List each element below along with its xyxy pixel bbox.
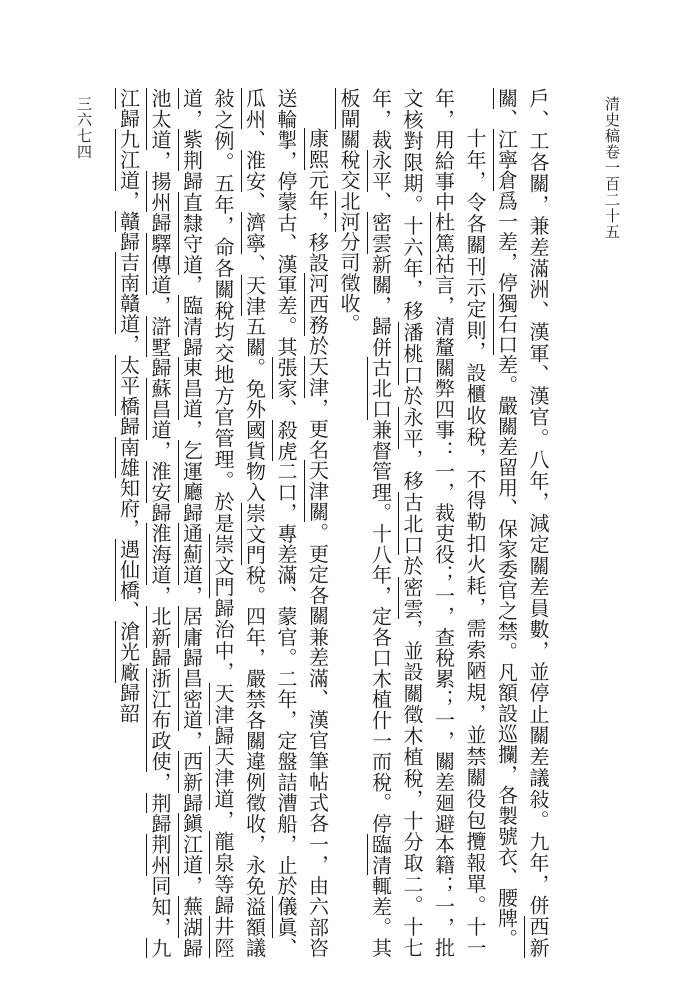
text-run: 歸 [179, 937, 204, 959]
running-head: 清史稿卷一百二十五 [603, 96, 621, 240]
text-run: ， [179, 419, 204, 441]
proper-noun-mark: 潘桃口 [400, 321, 424, 386]
proper-noun-mark: 直隸守道 [179, 191, 204, 275]
proper-noun-mark: 蘇昌道 [148, 378, 172, 441]
text-run: ，更名 [305, 397, 330, 461]
text-run: 戶、工各關，兼差滿洲、漢軍、漢官。八年，減定關差員數，並停止關差議敍。九年，併 [526, 88, 550, 917]
proper-noun-mark: 密雲 [368, 212, 393, 254]
text-run: 歸 [211, 725, 235, 747]
text-run: ， [148, 295, 172, 316]
proper-noun-mark: 淮安 [242, 150, 267, 192]
text-run: 歸 [148, 502, 172, 524]
text-run: 言，清釐關弊四事：一，裁吏役；一，查稅累；一，關差廻避本籍；一，批文核對限期。十六年，移 [400, 88, 456, 959]
text-run: 兼督管理。十八年，定各口木植什一而稅。停 [368, 419, 393, 834]
text-run: 於 [305, 335, 330, 357]
proper-noun-mark: 儀眞 [274, 896, 298, 938]
text-run: 、 [274, 937, 298, 959]
paragraph [112, 88, 333, 958]
text-run: 知府， [116, 477, 141, 539]
proper-noun-mark: 崇文門 [211, 534, 235, 598]
proper-noun-mark: 康熙 [305, 128, 330, 170]
proper-noun-mark: 板閘 [337, 88, 361, 129]
page-number: 三六七四 [75, 96, 93, 160]
text-run: 、 [242, 129, 267, 151]
text-run: 同知， [148, 875, 172, 938]
proper-noun-mark: 臨清 [368, 833, 393, 876]
text-run: 歸 [179, 170, 204, 192]
text-run: 歸 [116, 108, 141, 129]
text-run: 、 [368, 191, 393, 213]
text-run: 歸 [148, 647, 172, 669]
proper-noun-mark: 江寧倉 [494, 129, 519, 191]
proper-noun-mark: 北新 [148, 606, 172, 648]
text-run: 、 [116, 600, 141, 621]
proper-noun-mark: 滸墅 [148, 316, 172, 358]
text-run: ， [148, 440, 172, 462]
paragraph [333, 88, 491, 958]
text-run: 元年，移設 [305, 169, 330, 274]
proper-noun-mark: 昌密道 [179, 668, 204, 731]
text-run: 五關。免外國貨物入 [242, 316, 267, 503]
proper-noun-mark: 永平 [368, 150, 393, 192]
proper-noun-mark: 獨石口 [494, 293, 519, 355]
text-run: 歸治中， [211, 597, 235, 683]
text-run: 、 [242, 253, 267, 275]
text-run: ， [148, 585, 172, 607]
proper-noun-mark: 天津道 [211, 746, 235, 811]
proper-noun-mark: 密雲 [400, 576, 424, 620]
proper-noun-mark: 天津 [242, 274, 267, 317]
proper-noun-mark: 居庸 [179, 606, 204, 648]
text-run: 歸 [148, 357, 172, 379]
proper-noun-mark: 井陘道 [179, 88, 235, 959]
proper-noun-mark: 龍泉 [211, 831, 235, 874]
proper-noun-mark: 驛傳道 [148, 233, 172, 296]
proper-noun-mark: 荆 [148, 792, 172, 814]
proper-noun-mark: 鎭江道 [179, 813, 204, 876]
proper-noun-mark: 荆州 [148, 834, 172, 876]
text-run: 。更定各關兼差滿、漢官筆帖式各一，由六部咨送輪掣，停蒙古、漢軍差。其 [274, 88, 330, 959]
text-run: ， [179, 585, 204, 607]
proper-noun-mark: 太平橋 [116, 354, 141, 416]
paragraph [490, 88, 553, 958]
proper-noun-mark: 池太道 [148, 88, 172, 151]
text-run: 歸韶 [116, 682, 141, 724]
proper-noun-mark: 古北口 [400, 491, 424, 556]
proper-noun-mark: 蕪湖 [179, 896, 204, 938]
proper-noun-mark: 西新關 [494, 88, 550, 959]
text-run: 歸 [148, 212, 172, 234]
body-text [83, 88, 553, 958]
proper-noun-mark: 南雄 [116, 436, 141, 478]
text-run: 差。嚴關差留用、保家委官之禁。凡額設巡攔，各製號衣、腰牌。 [494, 354, 519, 949]
text-run: ， [179, 730, 204, 752]
proper-noun-mark: 西新 [179, 751, 204, 793]
proper-noun-mark: 浙江布政使 [148, 668, 172, 772]
proper-noun-mark: 紫荆 [179, 129, 204, 171]
text-run: 歸 [179, 647, 204, 669]
proper-noun-mark: 北河 [337, 190, 361, 232]
text-run: 二口，專差滿、蒙官。二年，定盤詰漕船，止於 [274, 461, 298, 897]
proper-noun-mark: 崇文門 [242, 502, 267, 565]
proper-noun-mark: 東昌道 [179, 357, 204, 420]
proper-noun-mark: 殺虎 [274, 419, 298, 461]
proper-noun-mark: 天津 [211, 682, 235, 726]
text-run: 歸 [148, 813, 172, 835]
text-run: ， [116, 334, 141, 355]
text-run: ， [179, 108, 204, 130]
text-run: 爲一差，停 [494, 190, 519, 293]
text-run: ，並設關徵木植稅，十分取二。十七年，裁 [368, 88, 424, 959]
text-run: 歸 [179, 792, 204, 814]
proper-noun-mark: 濟寧 [242, 212, 267, 254]
text-run: 於 [400, 385, 424, 407]
proper-noun-mark: 吉南贛道 [116, 252, 141, 334]
text-run: 等歸 [211, 873, 235, 917]
text-run: ，移 [400, 449, 424, 492]
text-run: ， [148, 150, 172, 171]
proper-noun-mark: 乞運廳 [179, 440, 204, 503]
proper-noun-mark: 通薊道 [179, 523, 204, 586]
text-run: ， [179, 875, 204, 897]
proper-noun-mark: 揚州 [148, 170, 172, 213]
text-run: 歸 [179, 336, 204, 358]
proper-noun-mark: 古北口 [368, 357, 393, 420]
proper-noun-mark: 九江 [116, 88, 172, 959]
proper-noun-mark: 淮安 [148, 461, 172, 503]
text-run: 於 [400, 555, 424, 577]
text-run: 、 [494, 108, 519, 129]
proper-noun-mark: 瓜州 [242, 88, 267, 130]
text-run: ， [211, 810, 235, 832]
proper-noun-mark: 天津關 [305, 460, 330, 523]
proper-noun-mark: 永平 [400, 406, 424, 450]
text-run: 歸 [179, 502, 204, 524]
proper-noun-mark: 贛 [116, 211, 141, 232]
proper-noun-mark: 淮海道 [148, 523, 172, 586]
proper-noun-mark: 滄光廠 [116, 621, 141, 683]
text-run: 輒差。其 [368, 875, 393, 959]
text-run: 、 [242, 191, 267, 213]
text-run: 十年，令各關刊示定則，設櫃收稅，不得勒扣火耗，需索陋規，並禁關役包攬報單。十一年，用給事中 [431, 88, 487, 958]
text-run: 歸 [116, 231, 141, 252]
text-run: 、 [274, 398, 298, 420]
text-run: ， [148, 771, 172, 793]
text-run: ， [179, 274, 204, 296]
proper-noun-mark: 九江道 [116, 129, 141, 191]
proper-noun-mark: 張家 [274, 357, 298, 399]
proper-noun-mark: 臨清 [179, 295, 204, 337]
proper-noun-mark: 河西務 [305, 273, 330, 336]
proper-noun-mark: 遇仙橋 [116, 539, 141, 601]
proper-noun-mark: 天津 [305, 356, 330, 398]
text-run: 分司徵收。 [337, 231, 361, 334]
text-run: 稅。四年，嚴禁各關違例徵收，永免溢額議敍之例。五年，命各關稅均交地方官管理。於是 [211, 88, 267, 959]
proper-noun-mark: 杜篤祜 [431, 212, 456, 275]
text-run: 歸 [116, 416, 141, 437]
text-run: 關稅交 [337, 129, 361, 191]
text-run: 新關，歸併 [368, 253, 393, 358]
text-run: ， [116, 190, 141, 211]
